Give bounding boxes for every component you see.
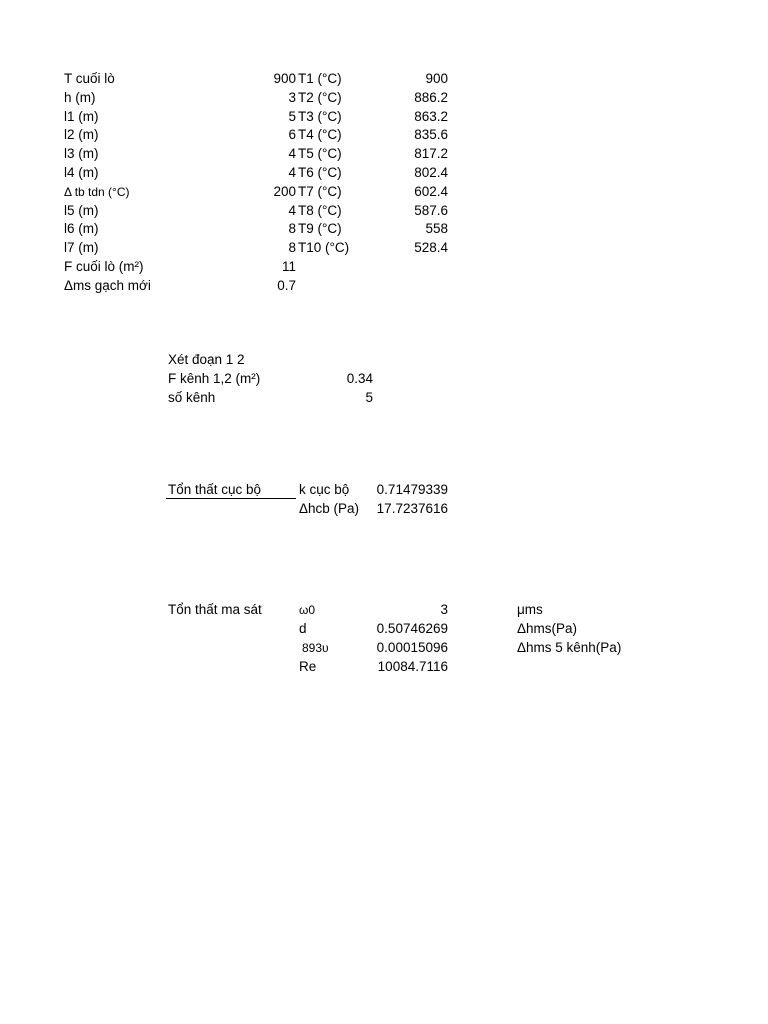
param-value: 6 (288, 127, 296, 142)
temp-label: T7 (°C) (298, 184, 342, 199)
temp-value: 817.2 (414, 146, 448, 161)
friction-label: d (299, 621, 307, 636)
channel-area-label: F kênh 1,2 (m²) (168, 371, 261, 386)
param-value: 0.7 (277, 278, 296, 293)
temp-label: T9 (°C) (298, 221, 342, 236)
param-value: 4 (288, 165, 296, 180)
channel-count-value: 5 (365, 390, 373, 405)
temp-value: 528.4 (414, 240, 448, 255)
temp-value: 587.6 (414, 203, 448, 218)
local-dh-label: Δhcb (Pa) (299, 501, 360, 516)
param-label: T cuối lò (64, 71, 115, 86)
temp-label: T10 (°C) (298, 240, 350, 255)
channel-count-label: số kênh (168, 390, 216, 405)
friction-right-label: μms (517, 602, 543, 617)
param-label: l2 (m) (64, 127, 99, 142)
temp-value: 558 (425, 221, 448, 236)
param-value: 200 (273, 184, 296, 199)
temp-label: T6 (°C) (298, 165, 342, 180)
param-value: 8 (288, 240, 296, 255)
param-value: 5 (288, 109, 296, 124)
friction-right-label: Δhms 5 kênh(Pa) (517, 640, 622, 655)
param-value: 4 (288, 203, 296, 218)
temp-value: 863.2 (414, 109, 448, 124)
friction-value: 0.50746269 (376, 621, 448, 636)
temp-value: 886.2 (414, 90, 448, 105)
friction-label: Re (299, 659, 317, 674)
param-label: h (m) (64, 90, 96, 105)
param-value: 11 (281, 259, 296, 274)
local-loss-underline (166, 498, 296, 499)
temp-label: T2 (°C) (298, 90, 342, 105)
param-value: 4 (288, 146, 296, 161)
friction-value: 0.00015096 (376, 640, 448, 655)
param-label: l4 (m) (64, 165, 99, 180)
temp-value: 602.4 (414, 184, 448, 199)
temp-label: T8 (°C) (298, 203, 342, 218)
temp-value: 900 (425, 71, 448, 86)
temp-value: 802.4 (414, 165, 448, 180)
param-value: 900 (273, 71, 296, 86)
temp-label: T4 (°C) (298, 127, 342, 142)
param-value: 8 (288, 221, 296, 236)
param-label: l5 (m) (64, 203, 99, 218)
local-loss-title: Tổn thất cục bộ (168, 482, 262, 497)
local-k-value: 0.71479339 (376, 482, 448, 497)
param-label: F cuối lò (m²) (64, 259, 144, 274)
friction-value: 10084.7116 (377, 659, 448, 674)
local-dh-value: 17.7237616 (376, 501, 448, 516)
friction-loss-title: Tổn thất ma sát (168, 602, 262, 617)
temp-value: 835.6 (414, 127, 448, 142)
temp-label: T1 (°C) (298, 71, 342, 86)
param-label: l7 (m) (64, 240, 99, 255)
section-title: Xét đoạn 1 2 (168, 352, 245, 367)
param-label: Δms gạch mới (64, 278, 151, 293)
param-label: l6 (m) (64, 221, 99, 236)
param-label: l1 (m) (64, 109, 99, 124)
param-label: Δ tb tdn (°C) (64, 185, 130, 199)
channel-area-value: 0.34 (346, 371, 373, 386)
friction-value: 3 (440, 602, 448, 617)
temp-label: T5 (°C) (298, 146, 342, 161)
friction-label: ω0 (299, 603, 316, 617)
friction-right-label: Δhms(Pa) (517, 621, 578, 636)
local-k-label: k cục bộ (299, 482, 350, 497)
param-label: l3 (m) (64, 146, 99, 161)
friction-label: 893υ (302, 641, 329, 655)
temp-label: T3 (°C) (298, 109, 342, 124)
param-value: 3 (288, 90, 296, 105)
